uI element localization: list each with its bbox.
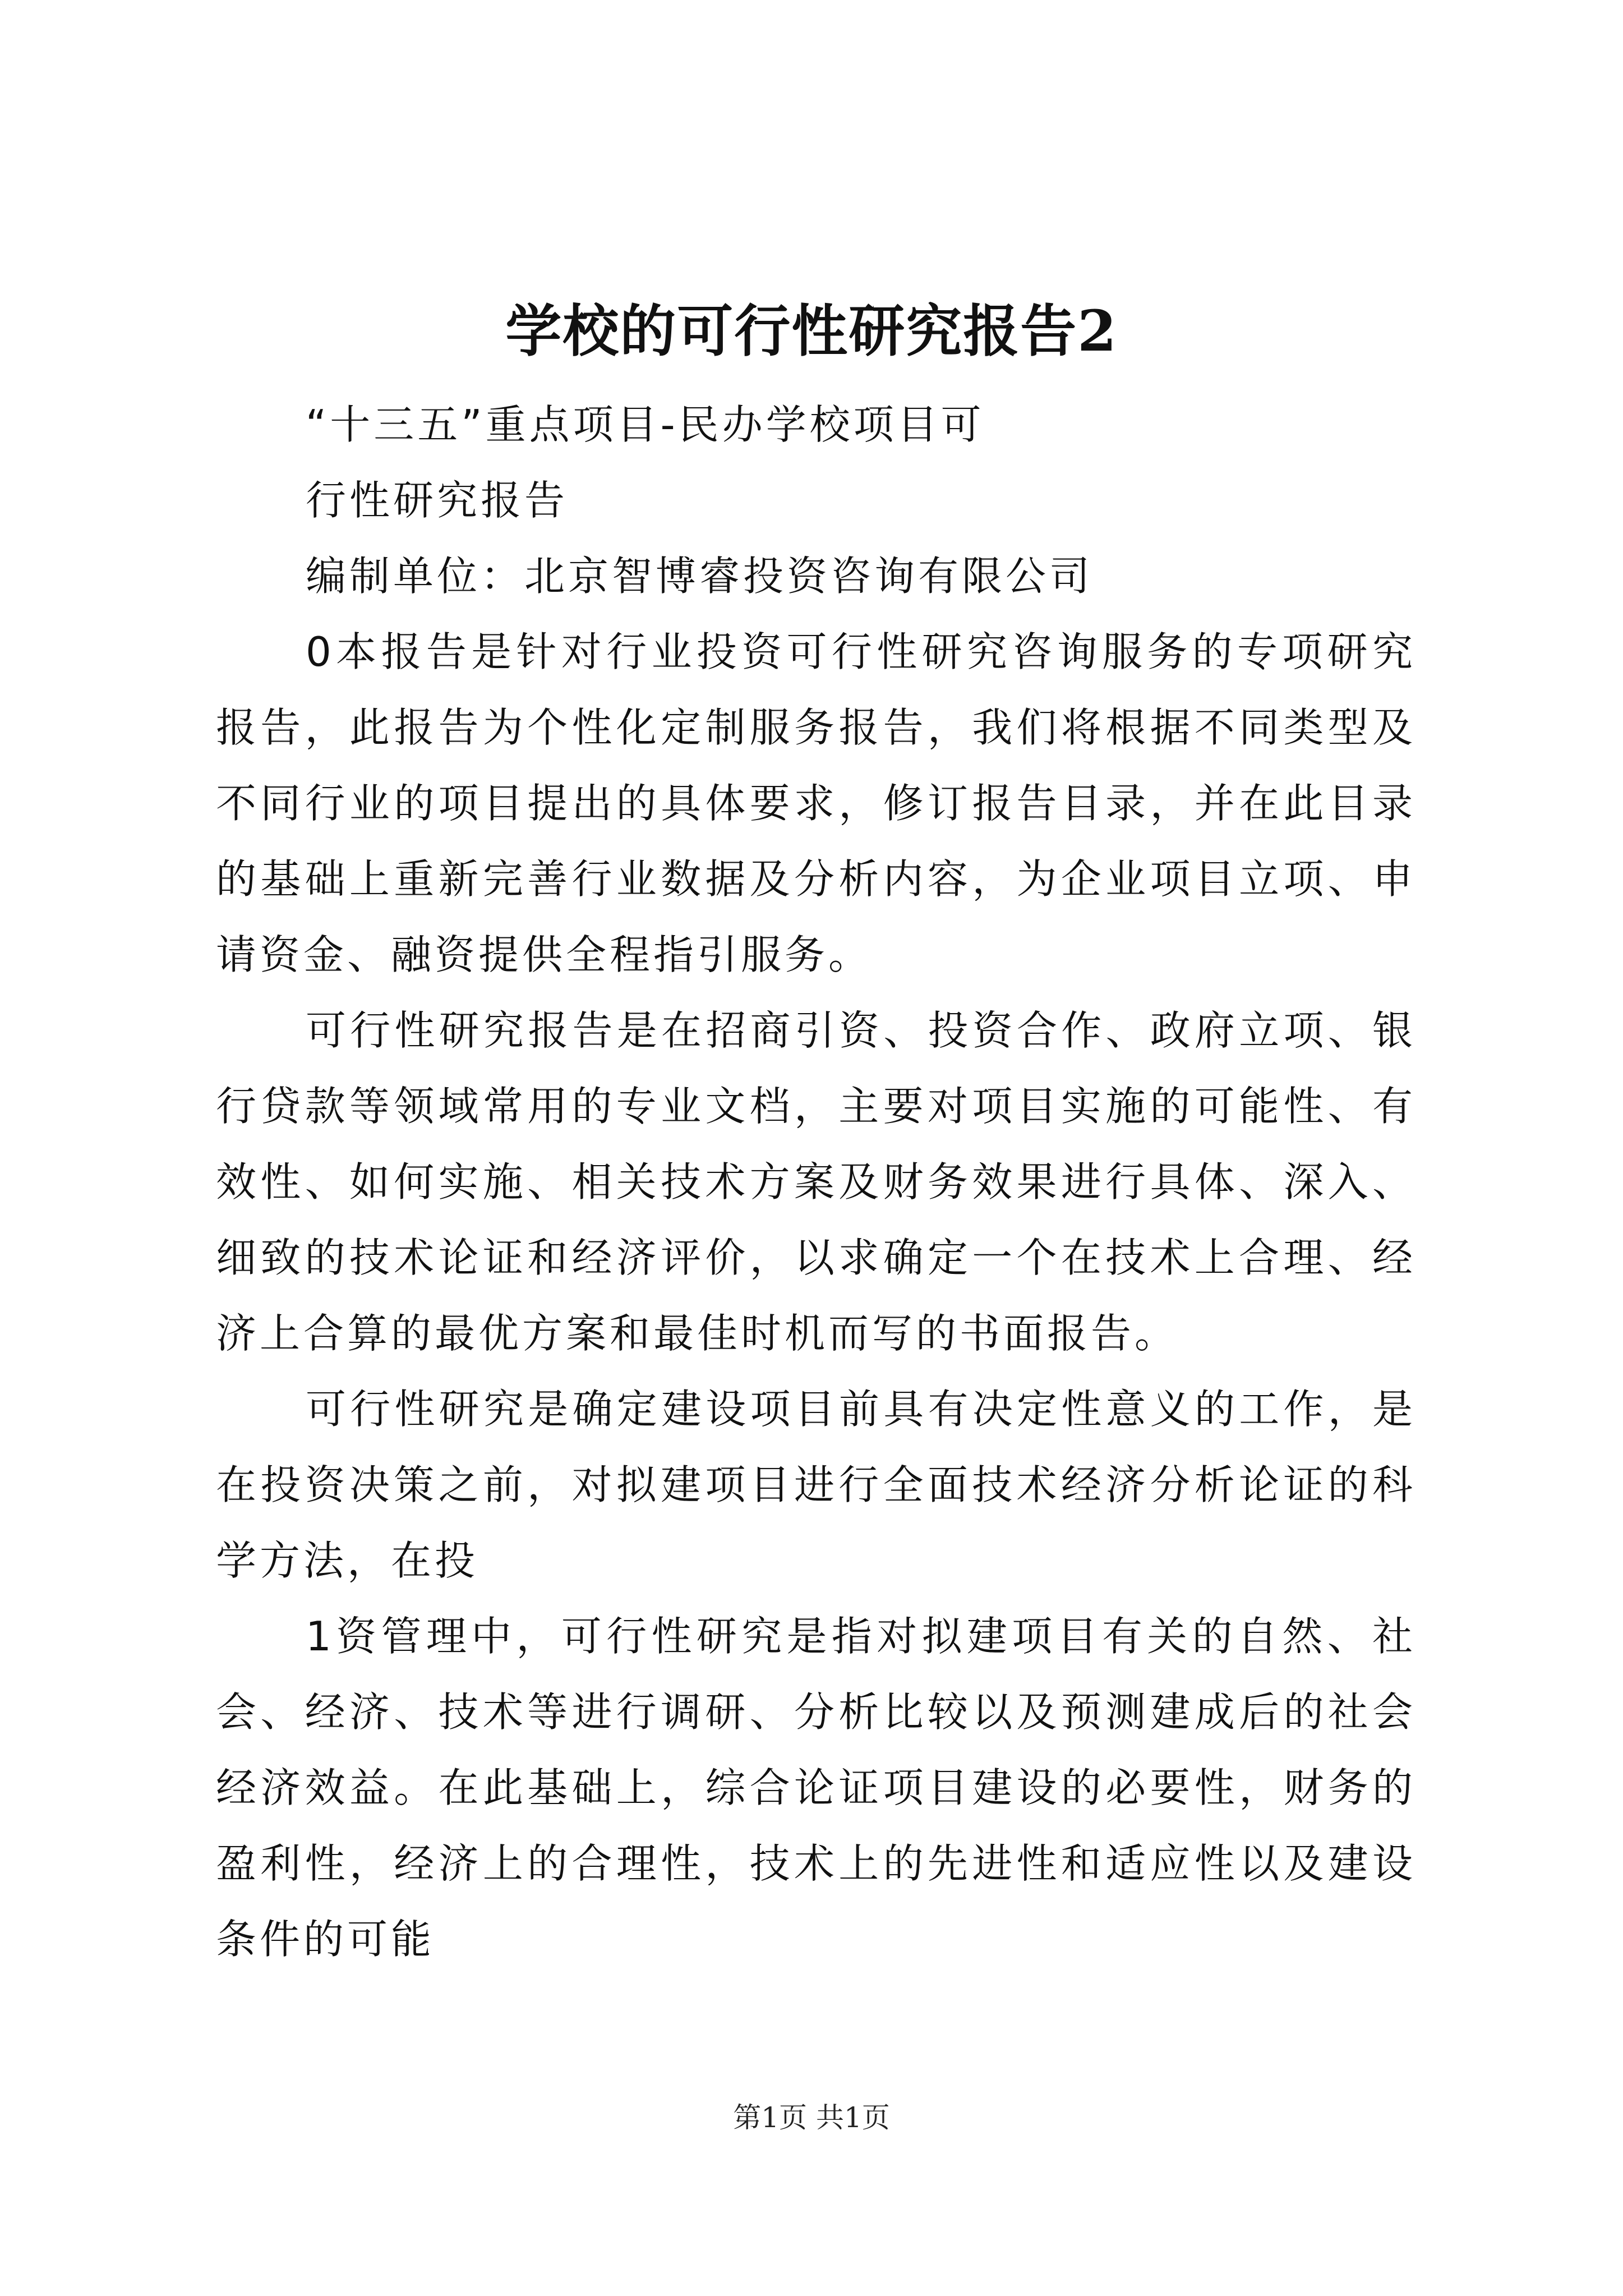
document-title: 学校的可行性研究报告2: [505, 298, 1118, 364]
paragraph-intro: 0本报告是针对行业投资可行性研究咨询服务的专项研究报告，此报告为个性化定制服务报告，我们将根据不同类型及不同行业的项目提出的具体要求，修订报告目录，并在此目录的基础上重新完善行业数据及分析内容，为企业项目立项、申请资金、融资提供全程指引服务。: [216, 628, 1416, 978]
paragraph-management: 1资管理中，可行性研究是指对拟建项目有关的自然、社会、经济、技术等进行调研、分析比较以及预测建成后的社会经济效益。在此基础上，综合论证项目建设的必要性，财务的盈利性，经济上的合理性，技术上的先进性和适应性以及建设条件的可能: [216, 1613, 1416, 1963]
paragraph-compiler: 编制单位：北京智博睿投资咨询有限公司: [306, 553, 1094, 600]
page-footer: 第1页 共1页: [733, 2101, 890, 2134]
document-body: [216, 387, 1416, 1977]
paragraph-subtitle-line-2: 行性研究报告: [306, 477, 569, 524]
paragraph-definition: 可行性研究报告是在招商引资、投资合作、政府立项、银行贷款等领域常用的专业文档，主要对项目实施的可能性、有效性、如何实施、相关技术方案及财务效果进行具体、深入、细致的技术论证和经济评价，以求确定一个在技术上合理、经济上合算的最优方案和最佳时机而写的书面报告。: [216, 1007, 1416, 1357]
paragraph-subtitle-line-1: “十三五”重点项目-民办学校项目可: [306, 401, 985, 448]
paragraph-importance: 可行性研究是确定建设项目前具有决定性意义的工作，是在投资决策之前，对拟建项目进行全面技术经济分析论证的科学方法，在投: [216, 1386, 1416, 1584]
